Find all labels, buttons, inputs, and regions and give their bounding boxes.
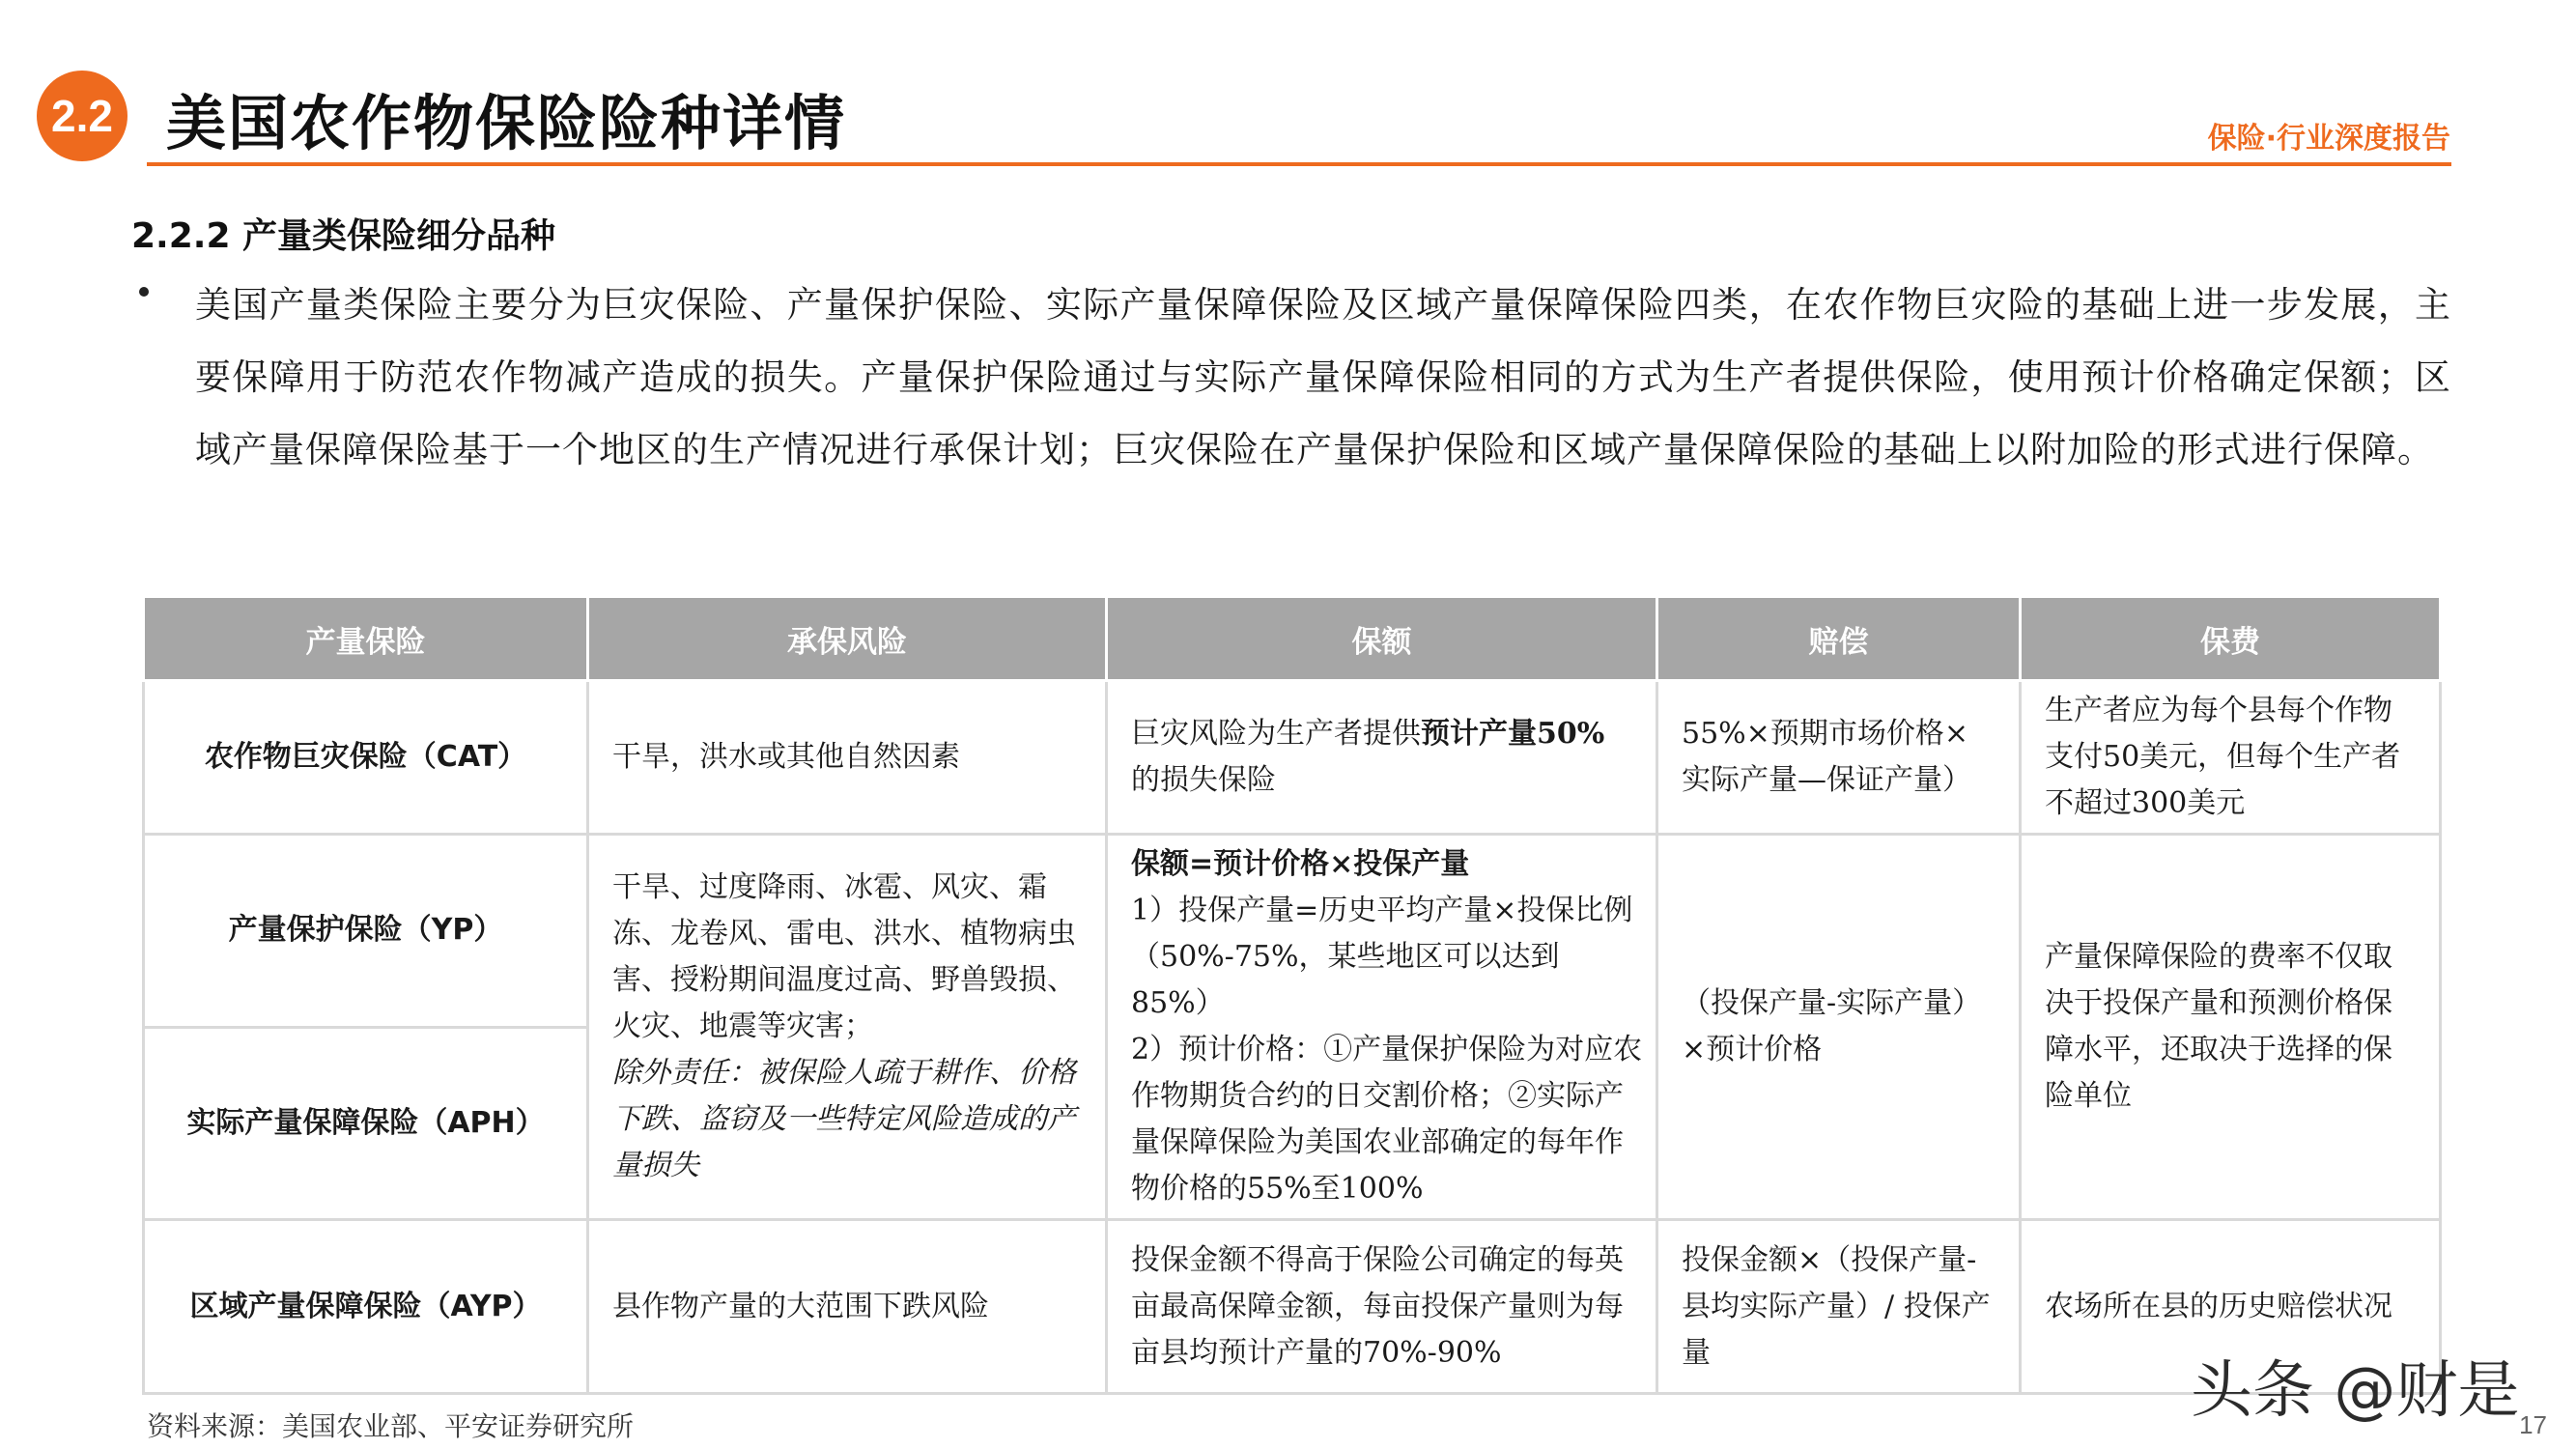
title-underline [147, 162, 2451, 166]
yp-aph-compensation: （投保产量-实际产量）×预计价格 [1657, 835, 2021, 1220]
yp-aph-coverage [1107, 835, 1657, 1220]
cat-name: 农作物巨灾保险（CAT） [144, 681, 588, 835]
cat-coverage [1107, 681, 1657, 835]
source-note: 资料来源：美国农业部、平安证券研究所 [147, 1410, 635, 1442]
ayp-premium: 农场所在县的历史赔偿状况 [2021, 1220, 2441, 1394]
cat-coverage-bold: 预计产量50% [1421, 717, 1605, 751]
coverage-formula: 保额=预计价格×投保产量 [1131, 847, 1470, 881]
header-premium: 保费 [2021, 597, 2441, 681]
aph-name: 实际产量保障保险（APH） [144, 1027, 588, 1220]
ayp-coverage: 投保金额不得高于保险公司确定的每英亩最高保障金额，每亩投保产量则为每亩县均预计产量的70%-90% [1107, 1220, 1657, 1394]
yp-name: 产量保护保险（YP） [144, 835, 588, 1028]
table-row [144, 835, 2441, 1028]
yp-aph-premium: 产量保障保险的费率不仅取决于投保产量和预测价格保障水平，还取决于选择的保险单位 [2021, 835, 2441, 1220]
bullet-icon [139, 287, 149, 297]
report-category-tag: 保险·行业深度报告 [2207, 122, 2450, 156]
ayp-risk: 县作物产量的大范围下跌风险 [588, 1220, 1107, 1394]
cat-coverage-post: 的损失保险 [1131, 763, 1276, 797]
header-coverage: 保额 [1107, 597, 1657, 681]
page-title: 美国农作物保险险种详情 [166, 88, 847, 158]
yp-aph-risk-exclusion: 除外责任：被保险人疏于耕作、价格下跌、盗窃及一些特定风险造成的产量损失 [612, 1056, 1076, 1182]
yp-aph-risk [588, 835, 1107, 1220]
table-row [144, 681, 2441, 835]
table-row [144, 1220, 2441, 1394]
insurance-table [142, 595, 2442, 1395]
coverage-item-2: 2）预计价格：①产量保护保险为对应农作物期货合约的日交割价格；②实际产量保障保险为美国农业部确定的每年作物价格的55%至100% [1131, 1033, 1643, 1206]
cat-compensation: 55%×预期市场价格×实际产量—保证产量） [1657, 681, 2021, 835]
ayp-compensation: 投保金额×（投保产量-县均实际产量）/ 投保产量 [1657, 1220, 2021, 1394]
page-number: 17 [2519, 1410, 2547, 1439]
header-compensation: 赔偿 [1657, 597, 2021, 681]
header-risk: 承保风险 [588, 597, 1107, 681]
yp-aph-risk-main: 干旱、过度降雨、冰雹、风灾、霜冻、龙卷风、雷电、洪水、植物病虫害、授粉期间温度过高、野兽毁损、火灾、地震等灾害； [612, 870, 1076, 1043]
intro-paragraph: 美国产量类保险主要分为巨灾保险、产量保护保险、实际产量保障保险及区域产量保障保险四类，在农作物巨灾险的基础上进一步发展，主要保障用于防范农作物减产造成的损失。产量保护保险通过与实际产量保障保险相同的方式为生产者提供保险，使用预计价格确定保额；区域产量保障保险基于一个地区的生产情况进行承保计划；巨灾保险在产量保护保险和区域产量保障保险的基础上以附加险的形式进行保障。 [195, 284, 2451, 470]
cat-risk: 干旱，洪水或其他自然因素 [588, 681, 1107, 835]
section-number-badge: 2.2 [37, 71, 127, 161]
ayp-name: 区域产量保障保险（AYP） [144, 1220, 588, 1394]
cat-coverage-pre: 巨灾风险为生产者提供 [1131, 717, 1421, 751]
watermark: 头条 @财是 [2191, 1355, 2520, 1427]
table-header-row [144, 597, 2441, 681]
header-product: 产量保险 [144, 597, 588, 681]
coverage-item-1: 1）投保产量=历史平均产量×投保比例（50%-75%，某些地区可以达到85%） [1131, 894, 1633, 1020]
cat-premium: 生产者应为每个县每个作物支付50美元，但每个生产者不超过300美元 [2021, 681, 2441, 835]
section-subheading: 2.2.2 产量类保险细分品种 [131, 216, 556, 256]
